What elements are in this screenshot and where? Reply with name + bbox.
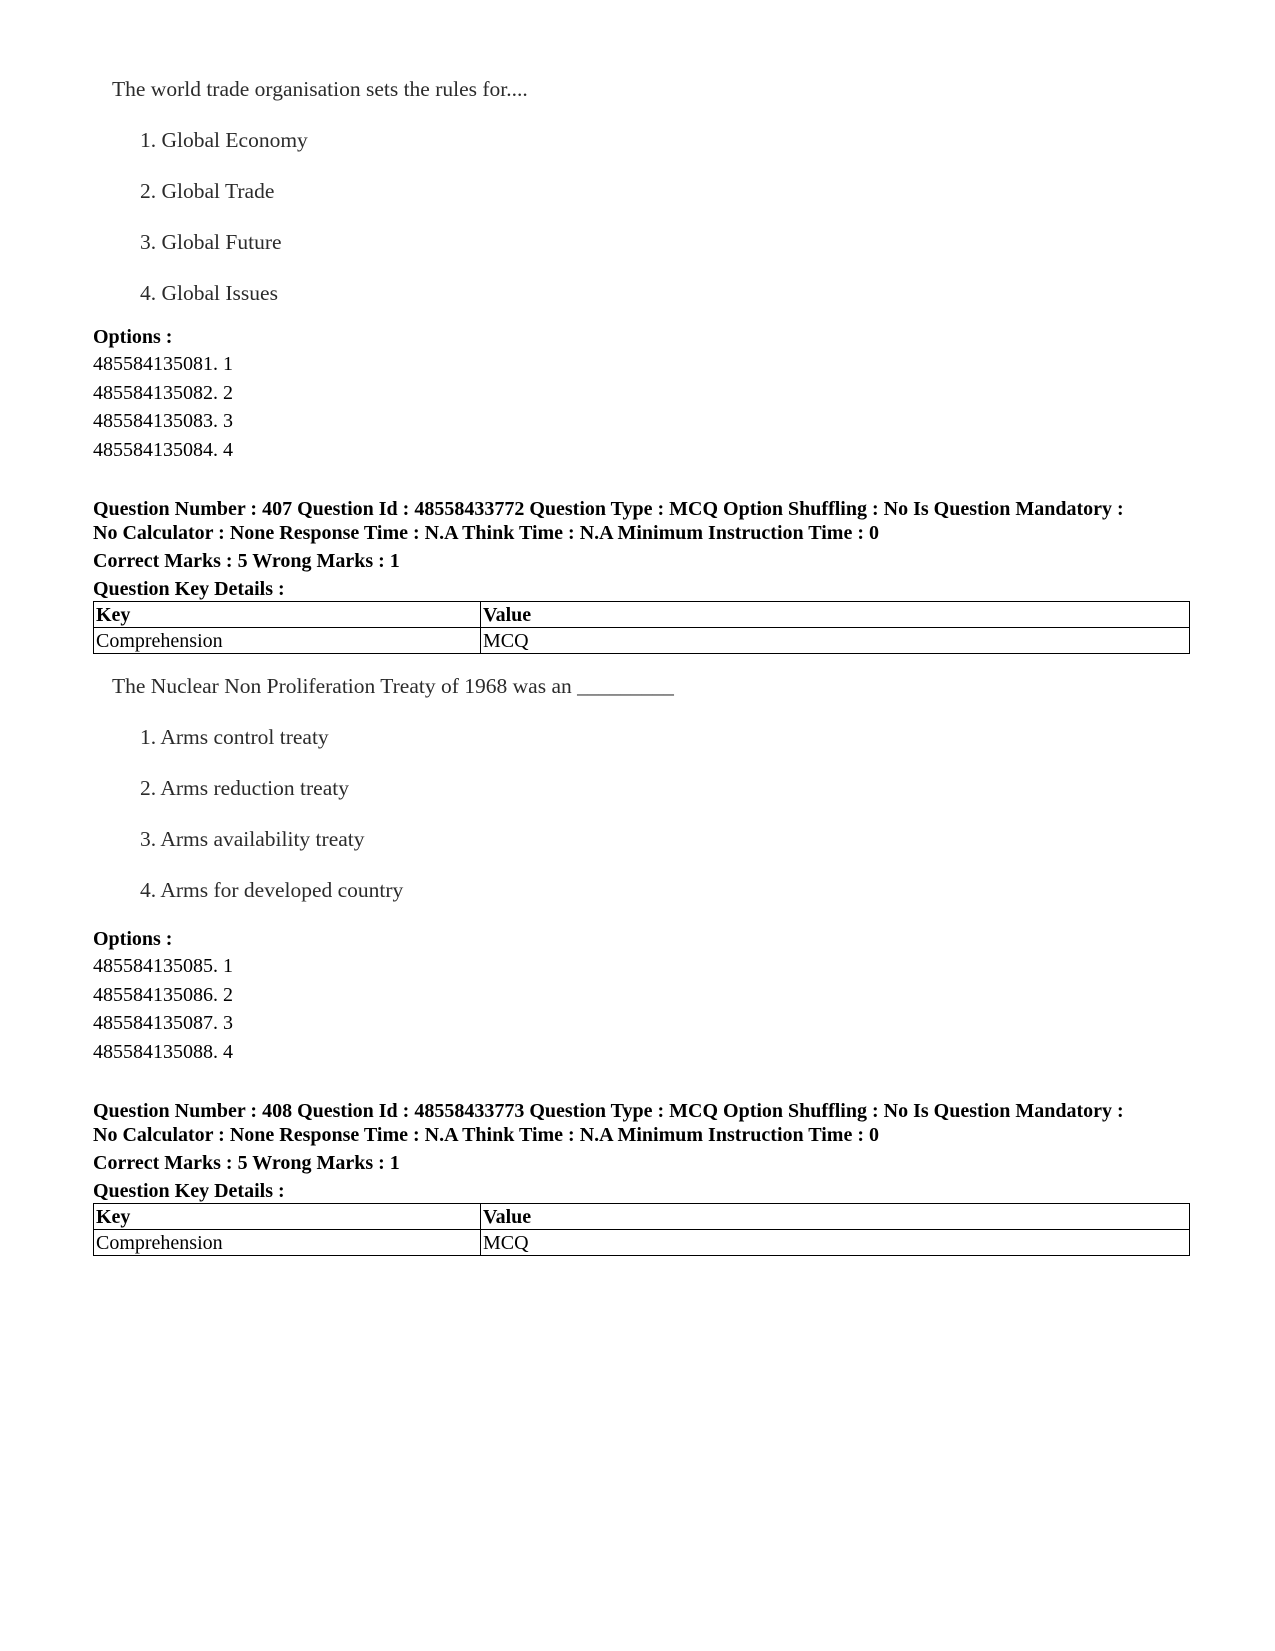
option-item: 485584135083. 3 — [93, 410, 233, 433]
option-item: 485584135082. 2 — [93, 381, 233, 404]
choice-item: 4. Arms for developed country — [140, 878, 404, 902]
options-label: Options : — [93, 326, 173, 348]
marks-line: Correct Marks : 5 Wrong Marks : 1 — [93, 550, 400, 572]
table-header-key: Key — [94, 602, 481, 628]
meta-line: Question Number : 408 Question Id : 48558433773 Question Type : MCQ Option Shuffling : No Is Question Mandatory : — [93, 1100, 1124, 1122]
table-header-value: Value — [481, 602, 1190, 628]
choice-item: 2. Arms reduction treaty — [140, 776, 349, 800]
table-cell-key: Comprehension — [94, 1230, 481, 1256]
meta-line: No Calculator : None Response Time : N.A Think Time : N.A Minimum Instruction Time : 0 — [93, 1124, 879, 1146]
choice-item: 1. Arms control treaty — [140, 725, 329, 749]
question-meta-407 — [93, 497, 1193, 601]
option-item: 485584135084. 4 — [93, 439, 233, 462]
table-cell-key: Comprehension — [94, 628, 481, 654]
options-list — [93, 350, 233, 465]
question-text: The world trade organisation sets the rules for.... — [112, 77, 528, 101]
options-list — [93, 952, 233, 1067]
meta-line: Question Number : 407 Question Id : 48558433772 Question Type : MCQ Option Shuffling : No Is Question Mandatory : — [93, 498, 1124, 520]
question-key-table-408 — [93, 1203, 1190, 1256]
table-cell-value: MCQ — [481, 628, 1190, 654]
option-item: 485584135085. 1 — [93, 955, 233, 977]
choice-item: 2. Global Trade — [140, 179, 275, 203]
option-item: 485584135086. 2 — [93, 983, 233, 1006]
option-item: 485584135087. 3 — [93, 1012, 233, 1035]
table-header-value: Value — [481, 1204, 1190, 1230]
question-image-wto — [112, 76, 528, 305]
marks-line: Correct Marks : 5 Wrong Marks : 1 — [93, 1152, 400, 1174]
table-header-row — [94, 602, 1190, 628]
key-details-label: Question Key Details : — [93, 578, 285, 600]
choice-item: 3. Global Future — [140, 230, 282, 254]
question-image-npt — [112, 673, 674, 902]
table-header-row — [94, 1204, 1190, 1230]
table-row — [94, 628, 1190, 654]
question-meta-408 — [93, 1099, 1193, 1203]
table-cell-value: MCQ — [481, 1230, 1190, 1256]
table-header-key: Key — [94, 1204, 481, 1230]
choice-item: 4. Global Issues — [140, 281, 278, 305]
key-details-label: Question Key Details : — [93, 1180, 285, 1202]
meta-line: No Calculator : None Response Time : N.A Think Time : N.A Minimum Instruction Time : 0 — [93, 522, 879, 544]
option-item: 485584135088. 4 — [93, 1041, 233, 1064]
options-label: Options : — [93, 928, 173, 950]
option-item: 485584135081. 1 — [93, 353, 233, 375]
choice-item: 1. Global Economy — [140, 128, 308, 152]
table-row — [94, 1230, 1190, 1256]
question-text: The Nuclear Non Proliferation Treaty of 1968 was an _________ — [112, 674, 674, 698]
question-key-table-407 — [93, 601, 1190, 654]
choice-item: 3. Arms availability treaty — [140, 827, 365, 851]
